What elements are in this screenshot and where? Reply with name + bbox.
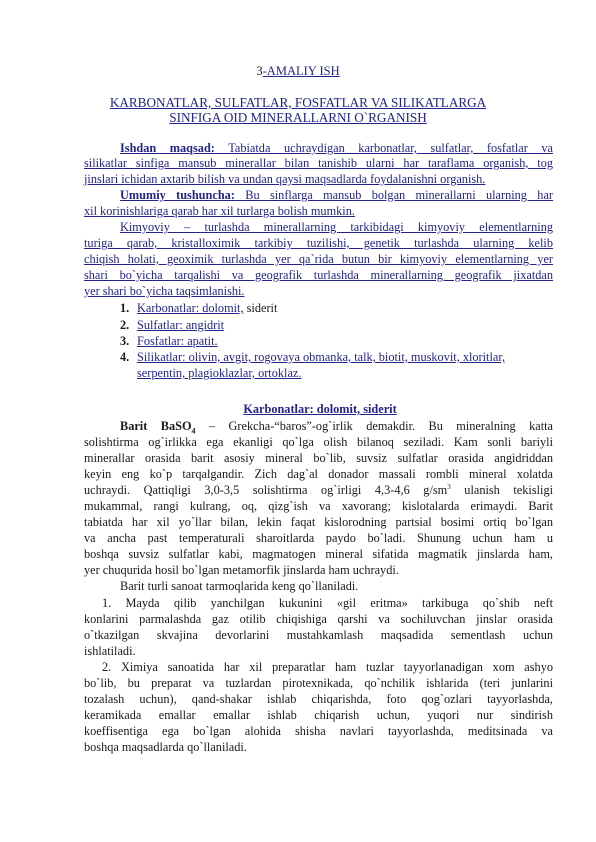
barit-line7: tabiatda har xil yo`llar bilan, lekin faqat kislorodning partsial bosimi ortiq bo`lgan bbox=[84, 515, 553, 529]
list-text: Fosfatlar: apatit. bbox=[137, 334, 218, 348]
list-item bbox=[120, 350, 560, 365]
aim-line2: silikatlar sinfiga mansub minerallar bilan tanishib ularni har taraflama organish, tog bbox=[84, 156, 553, 170]
concept-text-1: Bu sinflarga mansub bolgan minerallarni ularning har bbox=[245, 188, 554, 202]
practice-title bbox=[0, 64, 596, 79]
list-tail: siderit bbox=[243, 301, 278, 315]
use2-line3: tozalash uchun), qand-shakar ishlab chiqarishda, foto qog`ozlari tayyorlashda, bbox=[84, 692, 553, 706]
use2-line5: koeffisentiga ega bo`lgan alohida shisha navlari tayyorlashda, meditsinada va bbox=[84, 724, 553, 738]
doc-title-line2: SINFIGA OID MINERALLARNI O`RGANISH bbox=[169, 110, 427, 125]
kinds-line4: shari bo`yicha tarqalishi va geografik turlashda minerallarning geografik jixatdan bbox=[84, 268, 553, 282]
concept-line1 bbox=[120, 188, 553, 203]
barit-text-1: – Grekcha-“baros”-og`irlik demakdir. Bu mineralning katta bbox=[208, 419, 554, 433]
barit-line8: va ancha past temperaturali sharoitlarda paydo bo`ladi. Shunung uchun ham u bbox=[84, 531, 553, 545]
barit-line3: minerallar orasida barit asosiy mineral bo`lib, suvsiz sulfatlar orasida angidriddan bbox=[84, 451, 553, 465]
use1-line4: ishlatiladi. bbox=[84, 644, 136, 658]
use2-line4: keramikada emallar emallar ishlab chiqarish uchun, yuqori nur sindirish bbox=[84, 708, 553, 722]
aim-label: Ishdan maqsad: bbox=[120, 141, 215, 155]
list-text: Karbonatlar: dolomit, bbox=[137, 301, 244, 315]
barit-line9: boshqa suvsiz sulfatlar kabi, magmatogen mineral sifatida magmatik jinslarda ham, bbox=[84, 547, 553, 561]
barit-line2: solishtirma og`irlikka ega ekanligi qo`lga olish bilanoq seziladi. Kam sonli bariyli bbox=[84, 435, 553, 449]
list-number: 1. bbox=[120, 301, 130, 315]
use1-line1: 1. Mayda qilib yanchilgan kukunini «gil eritma» tarkibuga qo`shib neft bbox=[102, 596, 553, 610]
use2-line2: bo`lib, bu preparat va tuzlardan pirotexnikada, qo`nchilik ishlarida (teri junlarini bbox=[84, 676, 553, 690]
barit-line6: mukammal, rangi kulrang, oq, qizg`ish va xavorang; kislotalarda erimaydi. Barit bbox=[84, 499, 553, 513]
list-item bbox=[120, 334, 560, 349]
use2-line1: 2. Ximiya sanoatida har xil preparatlar ham tuzlar tayyorlanadigan xom ashyo bbox=[102, 660, 553, 674]
barit-formula: BaSO$_4$ bbox=[160, 419, 196, 436]
use1-line2: konlarini parmalashda gaz otilib chiqishiga qarshi va sochiluvchan jinslar orasida bbox=[84, 612, 553, 626]
kinds-line3: chiqish holati, geoximik turlashda yer qa`rida butun bir kimyoviy elementlarning yer bbox=[84, 252, 553, 266]
concept-label: Umumiy tushuncha: bbox=[120, 188, 235, 202]
use1-line3: o`tkazilgan skvajina devorlarini mustahkamlash maqsadida sementlash uchun bbox=[84, 628, 553, 642]
list-number: 4. bbox=[120, 350, 130, 364]
list-text: Sulfatlar: angidrit bbox=[137, 318, 225, 332]
barit-line5: uchraydi. Qattiqligi 3,0-3,5 solishtirma og`irligi 4,3-4,6 $g/sm^3$ ulanish tekisligi bbox=[84, 482, 554, 497]
list-item bbox=[120, 301, 560, 316]
list-text: Silikatlar: olivin, avgit, rogovaya obmanka, talk, biotit, muskovit, xloritlar, bbox=[137, 350, 506, 364]
barit-line4: keyin eng ko`p tarqalgandir. Zich dag`al donador massali rombli mineral xolatda bbox=[84, 467, 553, 481]
aim-line1 bbox=[120, 141, 553, 156]
barit-line10: yer chuqurida hosil bo`lgan metamorfik jinslarda ham uchraydi. bbox=[84, 563, 399, 577]
barit-name: Barit bbox=[120, 419, 148, 433]
uses-intro: Barit turli sanoat tarmoqlarida keng qo`llaniladi. bbox=[120, 579, 359, 593]
section-heading: Karbonatlar: dolomit, siderit bbox=[243, 402, 397, 416]
practice-number: 3 bbox=[256, 64, 263, 78]
doc-title-line1: KARBONATLAR, SULFATLAR, FOSFATLAR VA SILIKATLARGA bbox=[109, 95, 487, 110]
kinds-line2: turiga qarab, kristalloximik tarkibiy tuzilishi, genetik turlashda ularning kelib bbox=[84, 236, 553, 250]
use2-line6: boshqa maqsadlarda qo`llaniladi. bbox=[84, 740, 247, 754]
concept-line2: xil korinishlariga qarab har xil turlarga bolish mumkin. bbox=[84, 204, 355, 218]
kinds-line5: yer shari bo`yicha taqsimlanishi. bbox=[84, 284, 245, 298]
practice-label: -AMALIY ISH bbox=[262, 64, 340, 78]
list-item bbox=[120, 318, 560, 333]
list-number: 2. bbox=[120, 318, 130, 332]
aim-text-1: Tabiatda uchraydigan karbonatlar, sulfatlar, fosfatlar va bbox=[228, 141, 553, 155]
list-continuation: serpentin, plagioklazlar, ortoklaz. bbox=[137, 366, 302, 380]
aim-line3: jinslari ichidan axtarib bilish va undan qaysi maqsadlarda foydalanishni organish. bbox=[84, 172, 486, 186]
kinds-line1: Kimyoviy – turlashda minerallarning tarkibidagi kimyoviy elementlarning bbox=[120, 220, 553, 234]
list-number: 3. bbox=[120, 334, 130, 348]
